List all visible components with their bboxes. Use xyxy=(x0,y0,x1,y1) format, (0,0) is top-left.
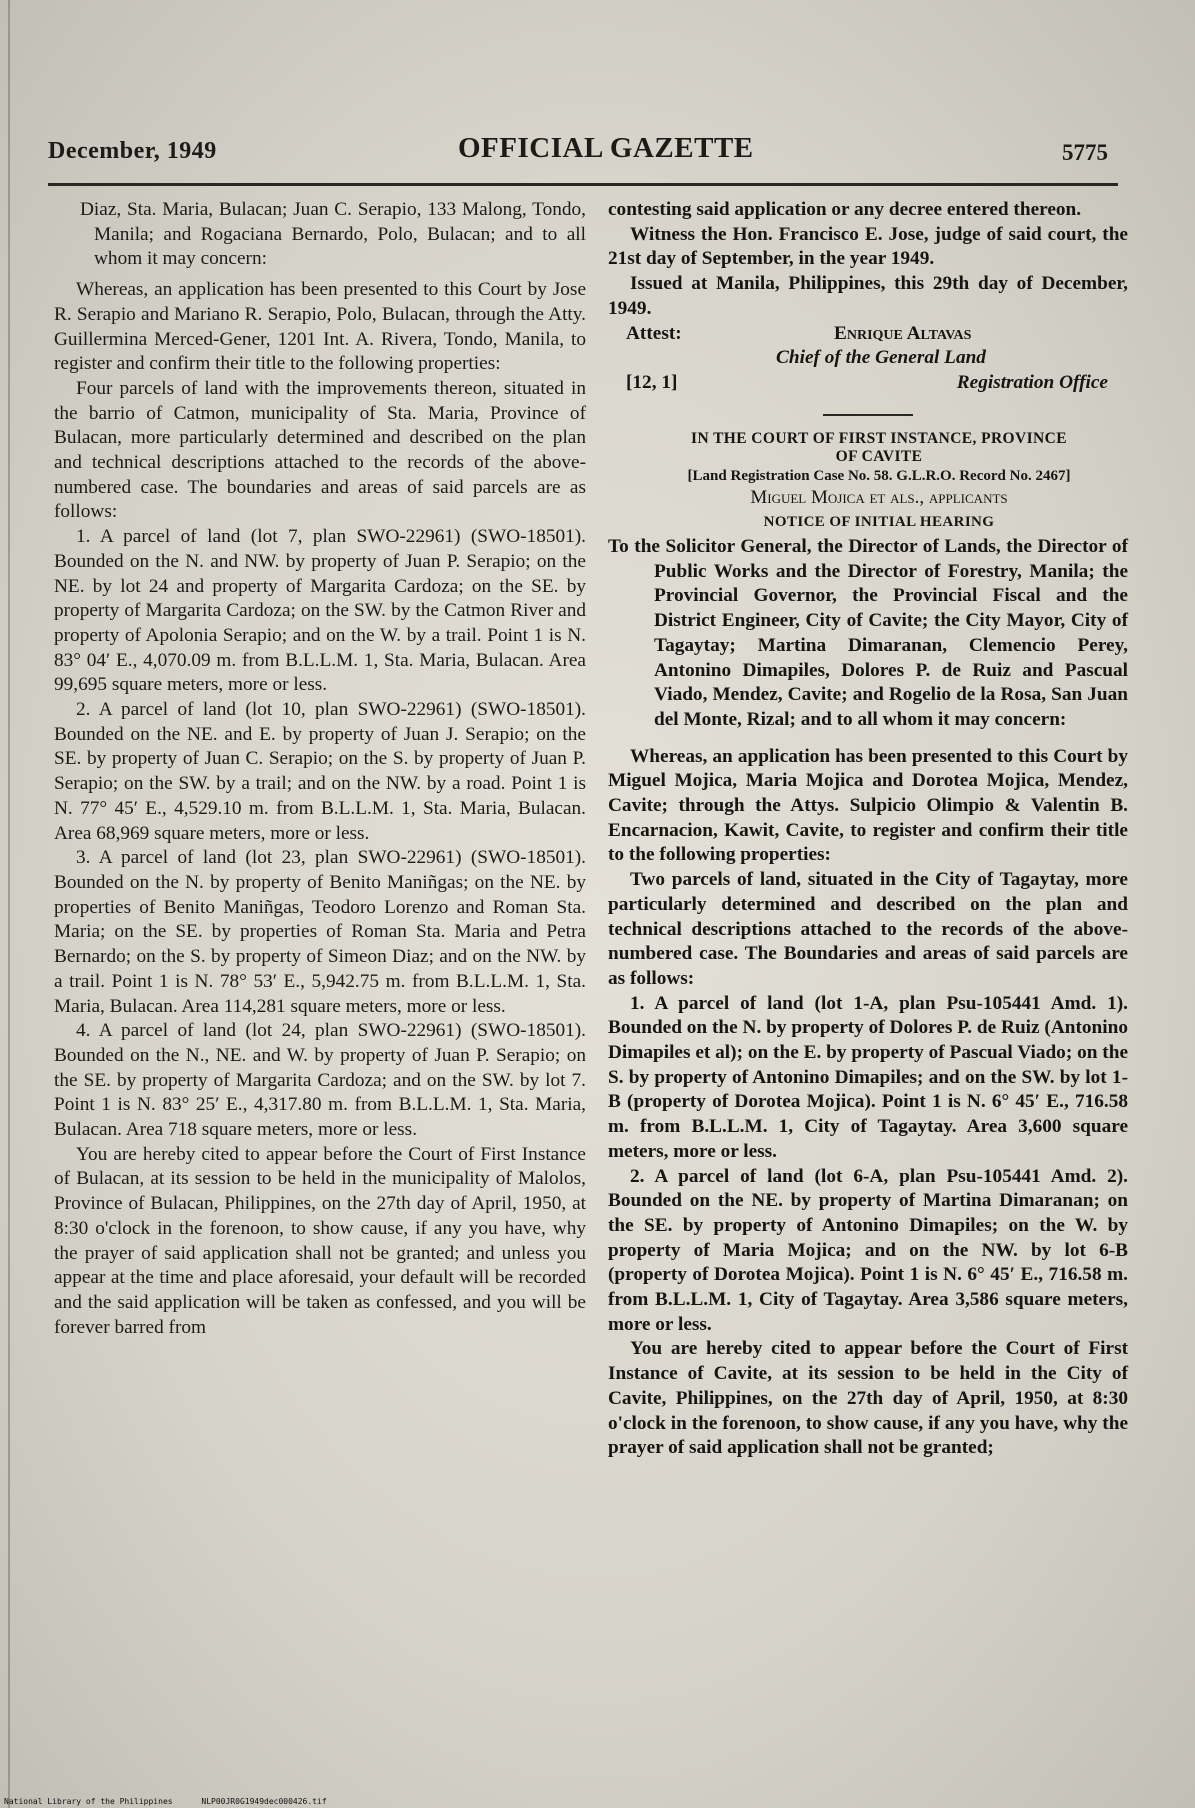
attest-label: Attest: xyxy=(626,322,682,344)
case-reference: [Land Registration Case No. 58. G.L.R.O. Record No. 2467] xyxy=(687,467,1071,484)
left-paragraph: 1. A parcel of land (lot 7, plan SWO-22961) (SWO-18501). Bounded on the N. and NW. by property of Juan P. Serapio; on the NE. by lot 24 and property of Margarita Cardoza; on the SE. by property of Margarita Cardoza; on the SW. by the Catmon River and property of Apolonia Serapio; and on the W. by a trail. Point 1 is N. 83° 04′ E., 4,070.09 m. from B.L.L.M. 1, Sta. Maria, Bulacan. Area 99,695 square meters, more or less. xyxy=(54,526,586,696)
witness-line: Witness the Hon. Francisco E. Jose, judge of said court, the 21st day of September, in the year 1949. xyxy=(608,223,1128,270)
left-paragraph: Four parcels of land with the improvements thereon, situated in the barrio of Catmon, municipality of Sta. Maria, Province of Bulacan, more particularly determined and described on the plan and technical descriptions attached to the records of the above-numbered case. The boundaries and areas of said parcels are as follows: xyxy=(54,377,586,523)
left-paragraph: 4. A parcel of land (lot 24, plan SWO-22961) (SWO-18501). Bounded on the N., NE. and W. by property of Juan P. Serapio; on the SE. by property of Margarita Cardoza; and on the SW. by lot 7. Point 1 is N. 83° 25′ E., 4,317.80 m. from B.L.L.M. 1, Sta. Maria, Bulacan. Area 718 square meters, more or less. xyxy=(54,1020,586,1141)
left-column xyxy=(54,198,586,1340)
section-divider xyxy=(823,414,913,416)
right-paragraph: Whereas, an application has been presented to this Court by Miguel Mojica, Maria Mojica and Dorotea Mojica, Mendez, Cavite; through the Attys. Sulpicio Olimpio & Valentin B. Encarnacion, Kawit, Cavite, to register and confirm their title to the following properties: xyxy=(608,745,1128,866)
right-paragraph: 1. A parcel of land (lot 1-A, plan Psu-105441 Amd. 1). Bounded on the N. by property of Dolores P. de Ruiz (Antonino Dimapiles et al); on the E. by property of Pascual Viado; on the S. by property of Antonino Dimapiles; and on the SW. by lot 1-B (property of Dorotea Mojica). Point 1 is N. 6° 45′ E., 716.58 m. from B.L.L.M. 1, City of Tagaytay. Area 3,600 square meters, more or less. xyxy=(608,992,1128,1162)
page-header xyxy=(48,130,1118,180)
right-paragraph: 2. A parcel of land (lot 6-A, plan Psu-105441 Amd. 2). Bounded on the NE. by property of Martina Dimaranan; on the SE. by property of Antonino Dimapiles; on the W. by property of Maria Mojica; and on the NW. by lot 6-B (property of Dorotea Mojica). Point 1 is N. 6° 45′ E., 716.58 m. from B.L.L.M. 1, City of Tagaytay. Area 3,586 square meters, more or less. xyxy=(608,1165,1128,1335)
header-publication: OFFICIAL GAZETTE xyxy=(458,132,754,164)
attest-name: Enrique Altavas xyxy=(834,322,972,344)
left-paragraph: 3. A parcel of land (lot 23, plan SWO-22961) (SWO-18501). Bounded on the N. by property of Benito Maniñgas; on the NE. by properties of Benito Maniñgas, Teodoro Lorenzo and Roman Sta. Maria; on the SE. by properties of Roman Sta. Maria and Petra Bernardo; on the S. by property of Simeon Diaz; and on the NW. by a trail. Point 1 is N. 78° 53′ E., 5,942.75 m. from B.L.L.M. 1, Sta. Maria, Bulacan. Area 114,281 square meters, more or less. xyxy=(54,847,586,1017)
footer-file: NLP00JR0G1949dec000426.tif xyxy=(201,1797,327,1806)
left-paragraph: You are hereby cited to appear before the Court of First Instance of Bulacan, at its session to be held in the municipality of Malolos, Province of Bulacan, Philippines, on the 27th day of April, 1950, at 8:30 o'clock in the forenoon, to show cause, if any you have, why the prayer of said application shall not be granted; and unless you appear at the time and place aforesaid, your default will be recorded and the said application will be taken as confessed, and you will be forever barred from xyxy=(54,1143,586,1338)
header-date: December, 1949 xyxy=(48,138,217,164)
attest-title-line2: Registration Office xyxy=(956,371,1108,393)
right-paragraph: Two parcels of land, situated in the City of Tagaytay, more particularly determined and described on the plan and technical descriptions attached to the records of the above-numbered case. The Boundaries and areas of said parcels are as follows: xyxy=(608,869,1128,989)
left-paragraph: 2. A parcel of land (lot 10, plan SWO-22961) (SWO-18501). Bounded on the NE. and E. by property of Juan J. Serapio; on the SE. by property of Juan C. Serapio; on the S. by property of Juan P. Serapio; on the SW. by a trail; and on the NW. by a road. Point 1 is N. 77° 45′ E., 4,529.10 m. from B.L.L.M. 1, Sta. Maria, Bulacan. Area 68,969 square meters, more or less. xyxy=(54,699,586,844)
address-continuation: Diaz, Sta. Maria, Bulacan; Juan C. Serapio, 133 Malong, Tondo, Manila; and Rogaciana Bernardo, Polo, Bulacan; and to all whom it may concern: xyxy=(80,199,586,270)
footer-library: National Library of the Philippines xyxy=(4,1797,173,1806)
issued-line: Issued at Manila, Philippines, this 29th day of December, 1949. xyxy=(608,273,1128,319)
attest-title-row xyxy=(608,346,1128,371)
right-paragraph: You are hereby cited to appear before the Court of First Instance of Cavite, at its session to be held in the City of Cavite, Philippines, on the 27th day of April, 1950, at 8:30 o'clock in the forenoon, to show cause, if any you have, why the prayer of said application shall not be granted; xyxy=(608,1338,1128,1459)
attest-row xyxy=(608,322,1128,347)
scan-edge-mark xyxy=(8,0,10,1808)
header-page-number: 5775 xyxy=(1062,140,1108,165)
left-paragraph: Whereas, an application has been presented to this Court by Jose R. Serapio and Mariano R. Serapio, Polo, Bulacan, through the Atty. Guillermina Merced-Gener, 1201 Int. A. Rivera, Tondo, Manila, to register and confirm their title to the following properties: xyxy=(54,279,586,375)
scan-footer xyxy=(4,1797,351,1806)
notice-title: NOTICE OF INITIAL HEARING xyxy=(763,514,995,531)
right-continuation: contesting said application or any decree entered thereon. xyxy=(608,199,1082,220)
court-heading-line1: IN THE COURT OF FIRST INSTANCE, PROVINCE xyxy=(691,429,1067,447)
header-rule xyxy=(48,183,1118,186)
parties-line: Miguel Mojica et als., applicants xyxy=(750,486,1008,508)
addressees-block: To the Solicitor General, the Director of Lands, the Director of Public Works and the Director of Forestry, Manila; the Provincial Governor, the Provincial Fiscal and the District Engineer, City of Cavite; the City Mayor, City of Tagaytay; Martina Dimaranan, Clemencio Perey, Antonino Dimapiles, Dolores P. de Ruiz and Pascual Viado, Mendez, Cavite; and Rogelio de la Rosa, San Juan del Monte, Rizal; and to all whom it may concern: xyxy=(608,535,1128,730)
right-column xyxy=(608,198,1128,1461)
attest-title-line1: Chief of the General Land xyxy=(776,347,986,369)
reference-code: [12, 1] xyxy=(626,371,678,393)
reference-row xyxy=(608,371,1128,396)
court-heading-line2: OF CAVITE xyxy=(835,447,923,465)
